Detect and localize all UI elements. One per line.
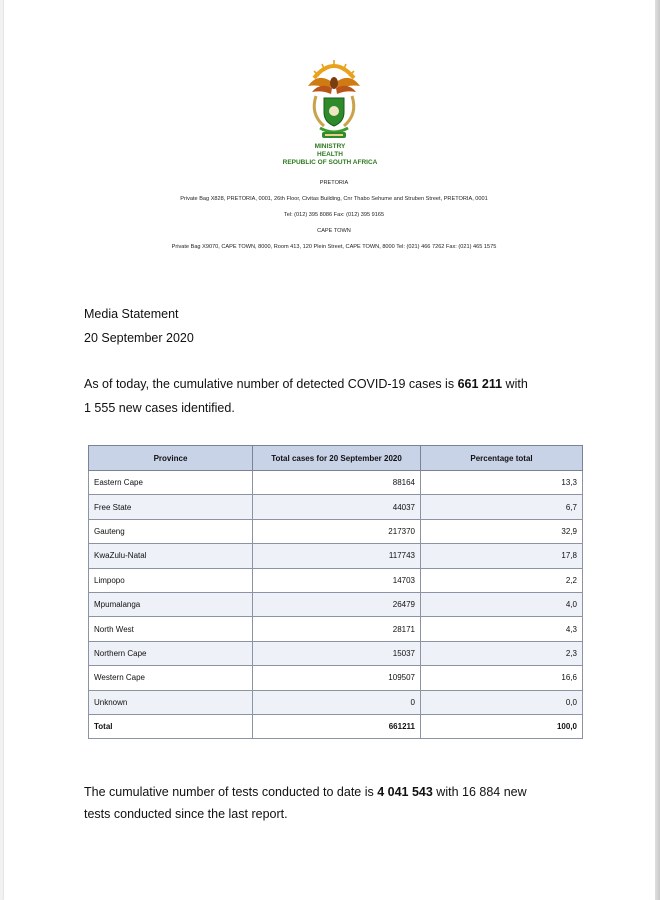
province-table	[88, 445, 583, 739]
cases-total: 661 211	[457, 377, 503, 391]
table-row	[89, 568, 583, 592]
cell-province: North West	[89, 617, 253, 641]
column-header-total-cases: Total cases for 20 September 2020	[253, 446, 421, 471]
table-row	[89, 592, 583, 616]
table-row	[89, 544, 583, 568]
cell-percentage: 4,0	[421, 592, 583, 616]
document-page	[4, 0, 656, 900]
table-row	[89, 471, 583, 495]
table-row	[89, 495, 583, 519]
cape-town-heading: CAPE TOWN	[317, 228, 351, 234]
cell-percentage: 2,3	[421, 641, 583, 665]
cases-paragraph	[84, 376, 528, 392]
cape-town-address: Private Bag X9070, CAPE TOWN, 8000, Room 413, 120 Plein Street, CAPE TOWN, 8000 Tel: (021) 466 7262 Fax: (021) 465 1575	[171, 244, 497, 250]
cell-percentage: 4,3	[421, 617, 583, 641]
cell-cases: 26479	[253, 592, 421, 616]
cell-cases: 88164	[253, 471, 421, 495]
table-row	[89, 617, 583, 641]
cell-province: Western Cape	[89, 666, 253, 690]
cell-cases: 109507	[253, 666, 421, 690]
table-header-row	[89, 446, 583, 471]
cell-province: KwaZulu-Natal	[89, 544, 253, 568]
column-header-province: Province	[89, 446, 253, 471]
cell-province: Limpopo	[89, 568, 253, 592]
tests-total: 4 041 543	[377, 785, 433, 799]
cell-province: Gauteng	[89, 519, 253, 543]
cell-cases: 44037	[253, 495, 421, 519]
page-edge-shadow	[655, 0, 660, 900]
cases-text: As of today, the cumulative number of detected COVID-19 cases is	[84, 377, 458, 391]
pretoria-phone: Tel: (012) 395 8086 Fax: (012) 395 9165	[283, 212, 385, 218]
cell-percentage: 17,8	[421, 544, 583, 568]
cell-cases: 0	[253, 690, 421, 714]
ministry-line: REPUBLIC OF SOUTH AFRICA	[282, 159, 378, 166]
cell-percentage: 100,0	[421, 714, 583, 738]
cell-percentage: 6,7	[421, 495, 583, 519]
cell-cases: 28171	[253, 617, 421, 641]
table-total-row	[89, 714, 583, 738]
column-header-percentage: Percentage total	[421, 446, 583, 471]
cell-province: Total	[89, 714, 253, 738]
cell-cases: 217370	[253, 519, 421, 543]
tests-text: The cumulative number of tests conducted to date is	[84, 785, 378, 799]
cell-cases: 661211	[253, 714, 421, 738]
cell-percentage: 0,0	[421, 690, 583, 714]
cases-text-end: with	[502, 377, 528, 391]
table-row	[89, 666, 583, 690]
table-row	[89, 641, 583, 665]
cell-cases: 117743	[253, 544, 421, 568]
tests-line-2: tests conducted since the last report.	[84, 807, 288, 821]
ministry-line: HEALTH	[317, 151, 343, 158]
cell-province: Free State	[89, 495, 253, 519]
ministry-name	[4, 143, 656, 167]
coat-of-arms-icon	[300, 56, 368, 142]
cell-percentage: 16,6	[421, 666, 583, 690]
cell-province: Unknown	[89, 690, 253, 714]
tests-text-end: with 16 884 new	[432, 785, 527, 799]
cell-cases: 14703	[253, 568, 421, 592]
cell-percentage: 32,9	[421, 519, 583, 543]
cell-percentage: 2,2	[421, 568, 583, 592]
pretoria-address: Private Bag X828, PRETORIA, 0001, 26th Floor, Civitas Building, Cnr Thabo Sehume and Struben Street, PRETORIA, 0001	[180, 196, 488, 202]
cell-province: Mpumalanga	[89, 592, 253, 616]
table-row	[89, 519, 583, 543]
table-row	[89, 690, 583, 714]
ministry-line: MINISTRY	[314, 143, 346, 150]
cell-province: Northern Cape	[89, 641, 253, 665]
cell-percentage: 13,3	[421, 471, 583, 495]
cell-cases: 15037	[253, 641, 421, 665]
new-cases-line: 1 555 new cases identified.	[84, 401, 235, 415]
pretoria-heading: PRETORIA	[319, 180, 349, 186]
statement-date: 20 September 2020	[84, 331, 194, 345]
tests-paragraph	[84, 784, 527, 800]
statement-title: Media Statement	[84, 307, 179, 321]
cell-province: Eastern Cape	[89, 471, 253, 495]
